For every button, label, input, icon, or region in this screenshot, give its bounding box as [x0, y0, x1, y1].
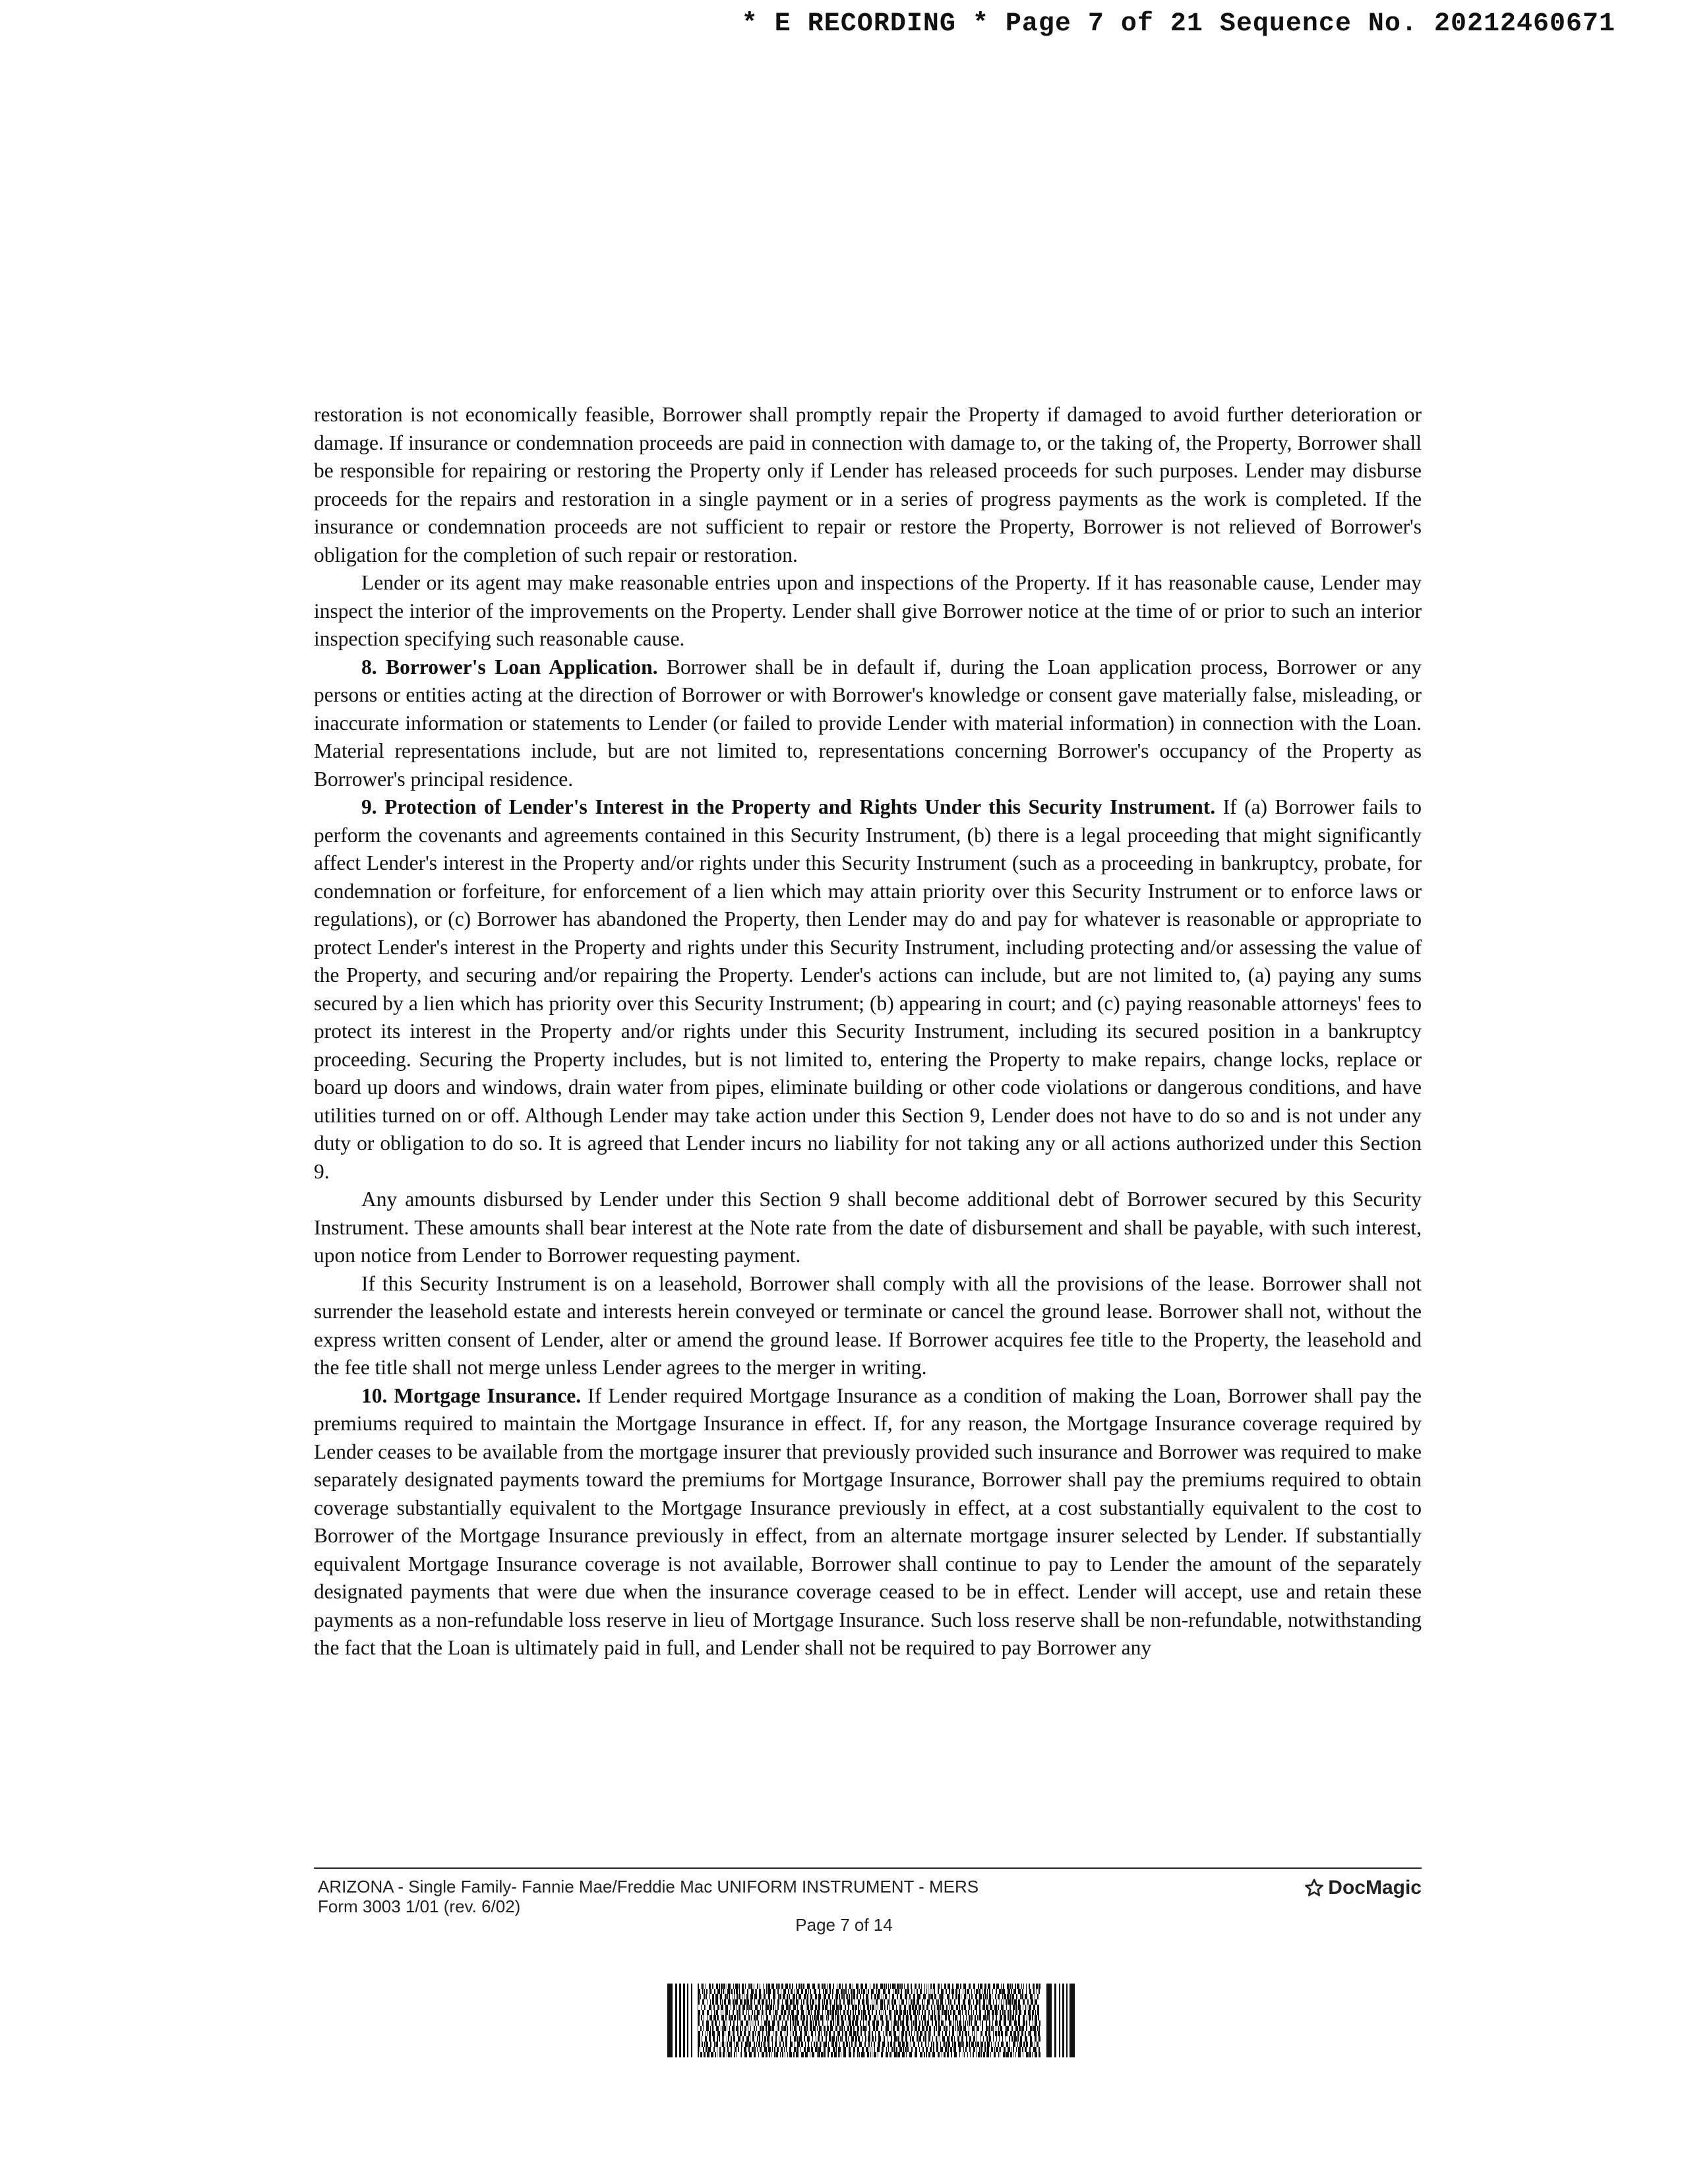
- form-identifier: [318, 1877, 979, 1916]
- section-8-heading: 8. Borrower's Loan Application.: [361, 655, 658, 679]
- section-10: [314, 1382, 1422, 1662]
- star-outline-icon: [1304, 1878, 1324, 1898]
- section-9-heading: 9. Protection of Lender's Interest in the Property and Rights Under this Security Instrument.: [361, 795, 1216, 818]
- section-8: [314, 653, 1422, 794]
- pdf417-barcode: [667, 1984, 1076, 2057]
- form-line-2: Form 3003 1/01 (rev. 6/02): [318, 1896, 521, 1916]
- section-8-text: Borrower shall be in default if, during the Loan application process, Borrower or any persons or entities acting at the direction of Borrower or with Borrower's knowledge or consent gave materially false, misleading, or inaccurate information or statements to Lender (or failed to provide Lender with material information) in connection with the Loan. Material representations include, but are not limited to, representations concerning Borrower's occupancy of the Property as Borrower's principal residence.: [314, 655, 1422, 791]
- paragraph-leasehold: If this Security Instrument is on a leasehold, Borrower shall comply with all the provisions of the lease. Borrower shall not surrender the leasehold estate and interests herein conveyed or terminate or cancel the ground lease. Borrower shall not, without the express written consent of Lender, alter or amend the ground lease. If Borrower acquires fee title to the Property, the leasehold and the fee title shall not merge unless Lender agrees to the merger in writing.: [314, 1271, 1422, 1379]
- section-10-text: If Lender required Mortgage Insurance as a condition of making the Loan, Borrower shall pay the premiums required to maintain the Mortgage Insurance in effect. If, for any reason, the Mortgage Insurance coverage required by Lender ceases to be available from the mortgage insurer that previously provided such insurance and Borrower was required to make separately designated payments toward the premiums for Mortgage Insurance, Borrower shall pay the premiums required to obtain coverage substantially equivalent to the Mortgage Insurance previously in effect, at a cost substantially equivalent to the cost to Borrower of the Mortgage Insurance previously in effect, from an alternate mortgage insurer selected by Lender. If substantially equivalent Mortgage Insurance coverage is not available, Borrower shall continue to pay to Lender the amount of the separately designated payments that were due when the insurance coverage ceased to be in effect. Lender will accept, use and retain these payments as a non-refundable loss reserve in lieu of Mortgage Insurance. Such loss reserve shall be non-refundable, notwithstanding the fact that the Loan is ultimately paid in full, and Lender shall not be required to pay Borrower any: [314, 1383, 1422, 1659]
- document-body: [314, 401, 1422, 1662]
- section-10-heading: 10. Mortgage Insurance.: [361, 1383, 582, 1407]
- section-9-text: If (a) Borrower fails to perform the covenants and agreements contained in this Security Instrument, (b) there is a legal proceeding that might significantly affect Lender's interest in the Property and/or rights under this Security Instrument (such as a proceeding in bankruptcy, probate, for condemnation or forfeiture, for enforcement of a lien which may attain priority over this Security Instrument or to enforce laws or regulations), or (c) Borrower has abandoned the Property, then Lender may do and pay for whatever is reasonable or appropriate to protect Lender's interest in the Property and rights under this Security Instrument, including protecting and/or assessing the value of the Property, and securing and/or repairing the Property. Lender's actions can include, but are not limited to, (a) paying any sums secured by a lien which has priority over this Security Instrument; (b) appearing in court; and (c) paying reasonable attorneys' fees to protect its interest in the Property and/or rights under this Security Instrument, including its secured position in a bankruptcy proceeding. Securing the Property includes, but is not limited to, entering the Property to make repairs, change locks, replace or board up doors and windows, drain water from pipes, eliminate building or other code violations or dangerous conditions, and have utilities turned on or off. Although Lender may take action under this Section 9, Lender does not have to do so and is not under any duty or obligation to do so. It is agreed that Lender incurs no liability for not taking any or all actions authorized under this Section 9.: [314, 795, 1422, 1183]
- footer-divider: [314, 1867, 1422, 1869]
- section-9: [314, 793, 1422, 1186]
- docmagic-logo: [1304, 1877, 1422, 1899]
- brand-name: DocMagic: [1328, 1877, 1422, 1898]
- paragraph-restoration: restoration is not economically feasible, Borrower shall promptly repair the Property if damaged to avoid further deterioration or damage. If insurance or condemnation proceeds are paid in connection with damage to, or the taking of, the Property, Borrower shall be responsible for repairing or restoring the Property only if Lender has released proceeds for such purposes. Lender may disburse proceeds for the repairs and restoration in a single payment or in a series of progress payments as the work is completed. If the insurance or condemnation proceeds are not sufficient to repair or restore the Property, Borrower is not relieved of Borrower's obligation for the completion of such repair or restoration.: [314, 403, 1422, 566]
- recording-stamp: * E RECORDING * Page 7 of 21 Sequence No. 20212460671: [741, 9, 1615, 39]
- paragraph-amounts-disbursed: Any amounts disbursed by Lender under this Section 9 shall become additional debt of Borrower secured by this Security Instrument. These amounts shall bear interest at the Note rate from the date of disbursement and shall be payable, with such interest, upon notice from Lender to Borrower requesting payment.: [314, 1188, 1422, 1267]
- paragraph-inspections: Lender or its agent may make reasonable entries upon and inspections of the Property. If it has reasonable cause, Lender may inspect the interior of the improvements on the Property. Lender shall give Borrower notice at the time of or prior to such an interior inspection specifying such reasonable cause.: [314, 571, 1422, 650]
- page-number: Page 7 of 14: [795, 1915, 893, 1935]
- form-line-1: ARIZONA - Single Family- Fannie Mae/Freddie Mac UNIFORM INSTRUMENT - MERS: [318, 1877, 979, 1896]
